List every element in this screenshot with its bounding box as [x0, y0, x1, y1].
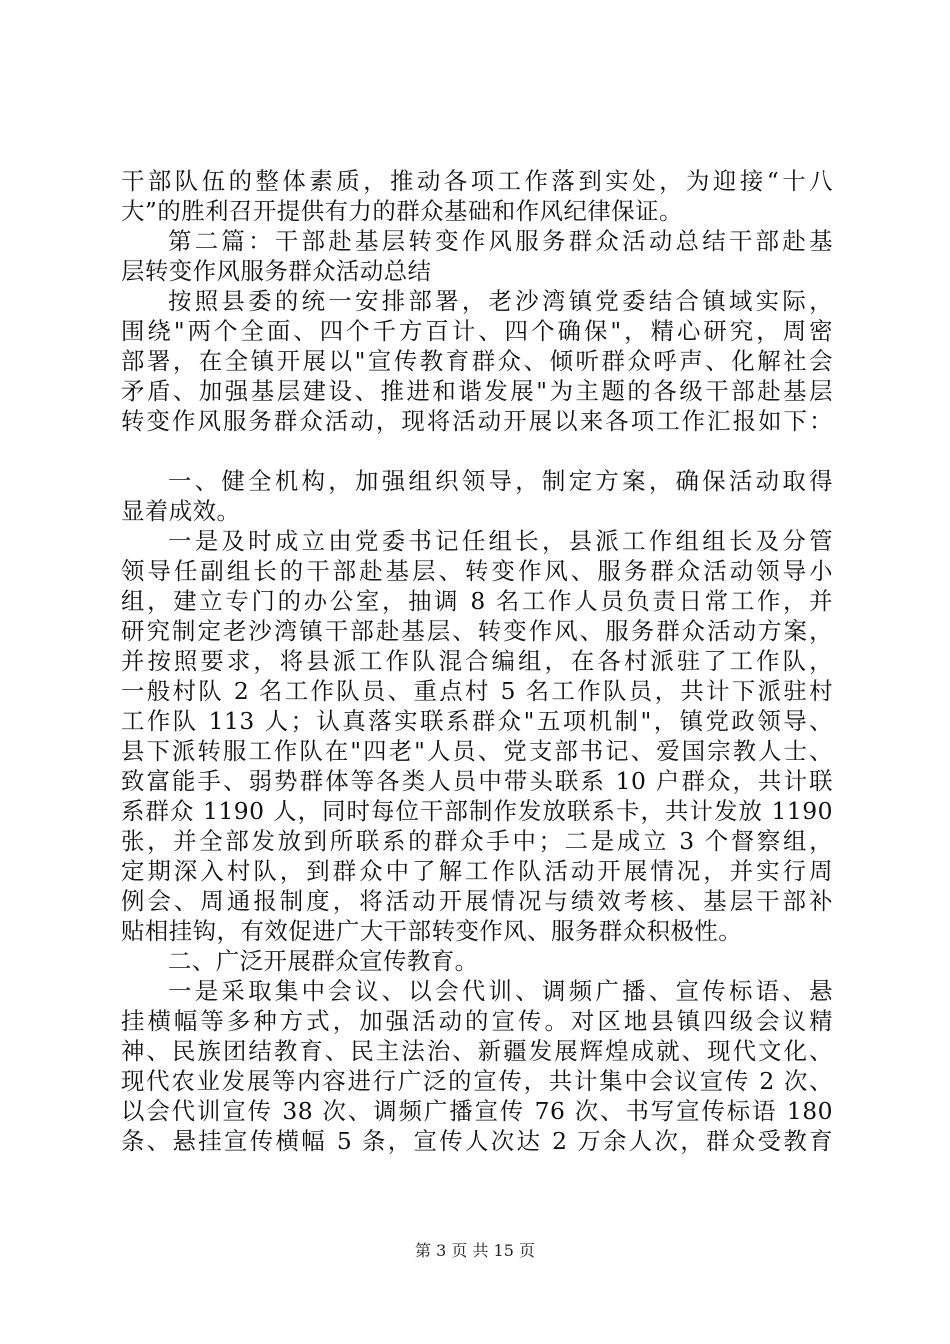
paragraph-line: 条、悬挂宣传横幅 5 条，宣传人次达 2 万余人次，群众受教育	[121, 1127, 833, 1155]
paragraph-line: 组，建立专门的办公室，抽调 8 名工作人员负责日常工作，并	[121, 587, 833, 615]
paragraph-line: 转变作风服务群众活动，现将活动开展以来各项工作汇报如下：	[121, 407, 833, 435]
paragraph-line: 干部队伍的整体素质，推动各项工作落到实处，为迎接“十八	[121, 167, 833, 195]
paragraph-line: 围绕"两个全面、四个千方百计、四个确保"，精心研究，周密	[121, 317, 833, 345]
section-heading-line: 层转变作风服务群众活动总结	[121, 257, 432, 285]
paragraph-line: 例会、周通报制度，将活动开展情况与绩效考核、基层干部补	[121, 887, 833, 915]
page-number-footer: 第 3 页 共 15 页	[415, 1241, 535, 1260]
paragraph-line: 矛盾、加强基层建设、推进和谐发展"为主题的各级干部赴基层	[121, 377, 833, 405]
paragraph-line: 领导任副组长的干部赴基层、转变作风、服务群众活动领导小	[121, 557, 833, 585]
paragraph-gap	[121, 436, 833, 466]
paragraph-line: 按照县委的统一安排部署，老沙湾镇党委结合镇域实际，	[168, 287, 833, 315]
paragraph-line: 大”的胜利召开提供有力的群众基础和作风纪律保证。	[121, 197, 683, 225]
section-heading-line: 第二篇：干部赴基层转变作风服务群众活动总结干部赴基	[168, 227, 833, 255]
paragraph-line: 工作队 113 人；认真落实联系群众"五项机制"，镇党政领导、	[121, 707, 833, 735]
paragraph-line: 神、民族团结教育、民主法治、新疆发展辉煌成就、现代文化、	[121, 1037, 833, 1065]
paragraph-line: 一般村队 2 名工作队员、重点村 5 名工作队员，共计下派驻村	[121, 677, 833, 705]
section-heading-line: 二、广泛开展群众宣传教育。	[168, 947, 479, 975]
paragraph-line: 一是采取集中会议、以会代训、调频广播、宣传标语、悬	[168, 977, 833, 1005]
paragraph-line: 以会代训宣传 38 次、调频广播宣传 76 次、书写宣传标语 180	[121, 1097, 833, 1125]
paragraph-line: 并按照要求，将县派工作队混合编组，在各村派驻了工作队，	[121, 647, 833, 675]
paragraph-line: 部署，在全镇开展以"宣传教育群众、倾听群众呼声、化解社会	[121, 347, 833, 375]
paragraph-line: 一是及时成立由党委书记任组长，县派工作组组长及分管	[168, 527, 833, 555]
paragraph-line: 挂横幅等多种方式，加强活动的宣传。对区地县镇四级会议精	[121, 1007, 833, 1035]
document-body	[121, 166, 833, 1156]
paragraph-line: 现代农业发展等内容进行广泛的宣传，共计集中会议宣传 2 次、	[121, 1067, 833, 1095]
paragraph-line: 张，并全部发放到所联系的群众手中；二是成立 3 个督察组，	[121, 827, 833, 855]
section-heading-line: 一、健全机构，加强组织领导，制定方案，确保活动取得	[168, 467, 833, 495]
paragraph-line: 贴相挂钩，有效促进广大干部转变作风、服务群众积极性。	[121, 917, 743, 945]
paragraph-line: 县下派转服工作队在"四老"人员、党支部书记、爱国宗教人士、	[121, 737, 833, 765]
paragraph-line: 研究制定老沙湾镇干部赴基层、转变作风、服务群众活动方案，	[121, 617, 833, 645]
paragraph-line: 致富能手、弱势群体等各类人员中带头联系 10 户群众，共计联	[121, 767, 833, 795]
paragraph-line: 系群众 1190 人，同时每位干部制作发放联系卡，共计发放 1190	[121, 797, 833, 825]
paragraph-line: 定期深入村队，到群众中了解工作队活动开展情况，并实行周	[121, 857, 833, 885]
section-heading-line: 显着成效。	[121, 497, 241, 525]
